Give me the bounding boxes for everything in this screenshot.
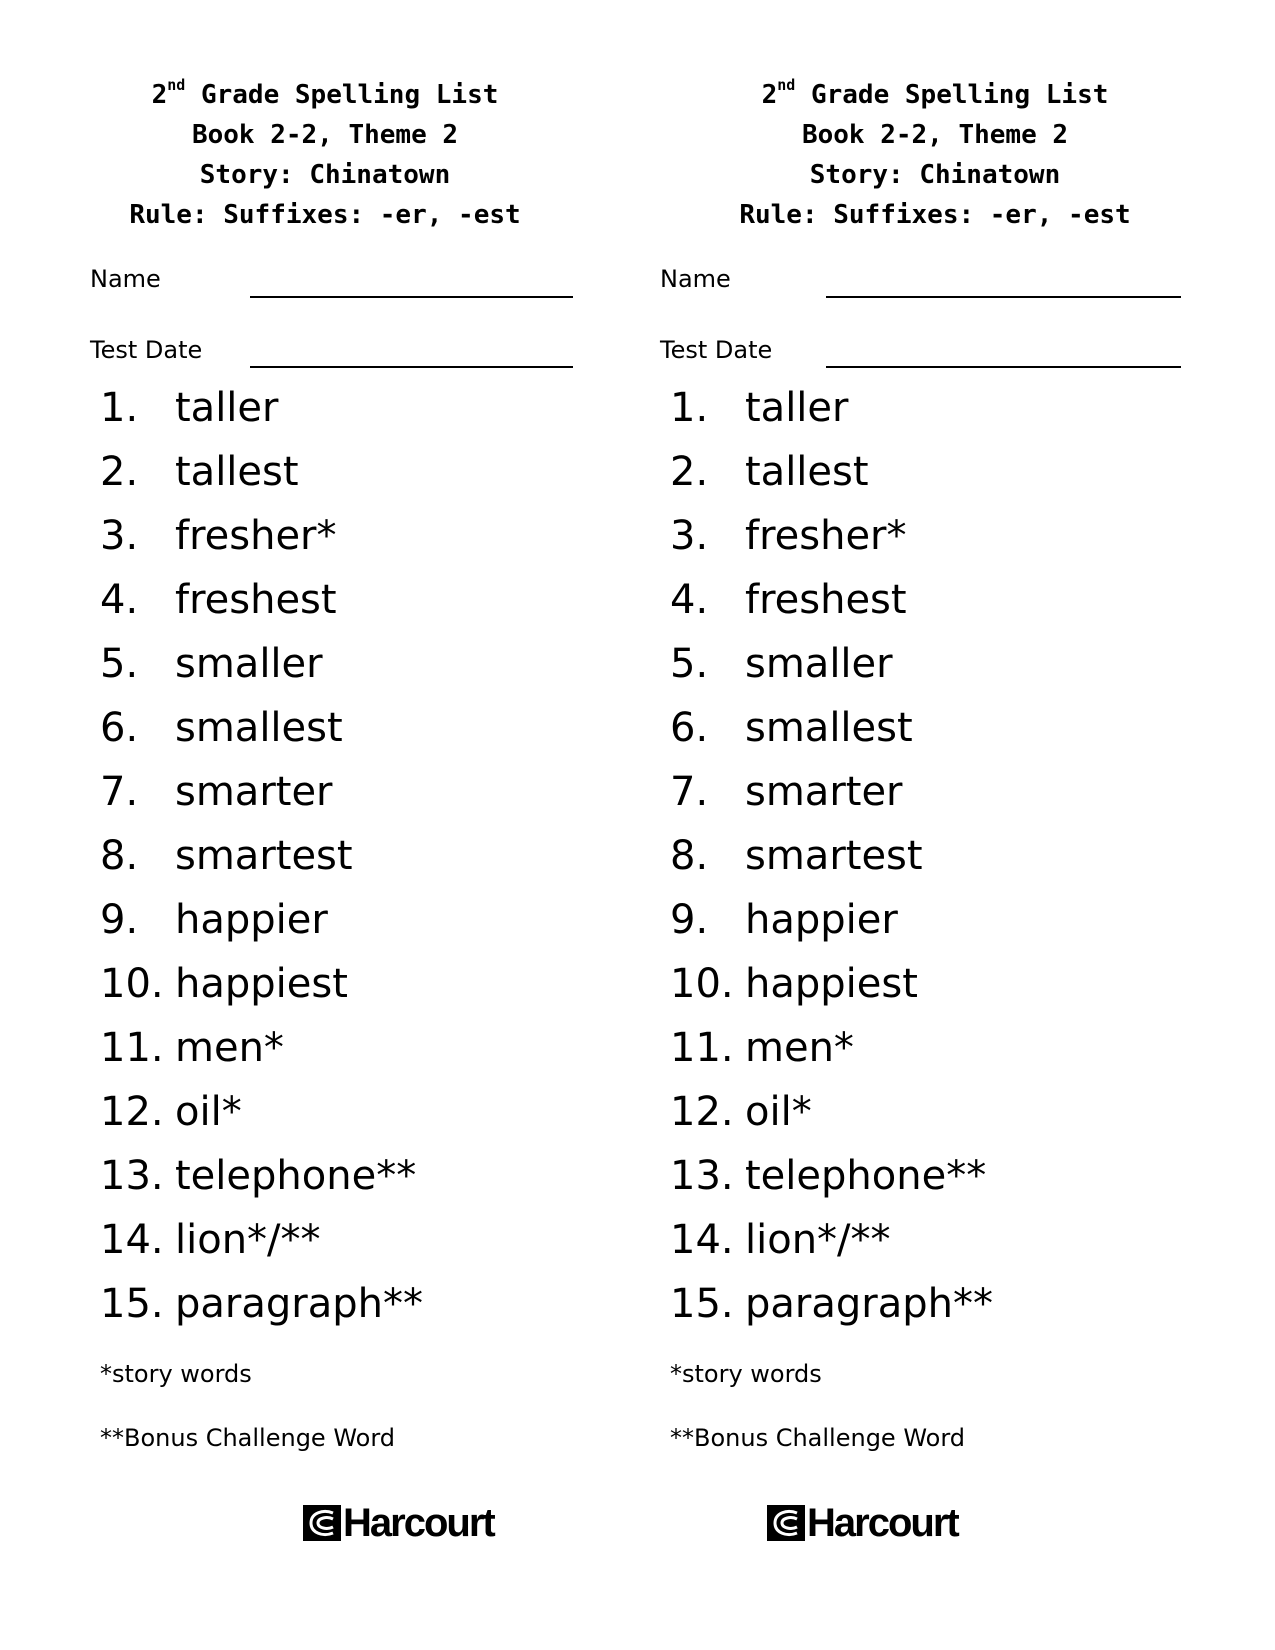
word-number: 14. — [100, 1217, 164, 1263]
spelling-word: men* — [745, 1025, 854, 1071]
test-date-field-line[interactable] — [826, 366, 1181, 368]
word-number: 4. — [100, 577, 139, 623]
word-number: 6. — [100, 705, 139, 751]
bonus-word-note: **Bonus Challenge Word — [100, 1424, 396, 1452]
spelling-list-left — [75, 0, 655, 1650]
spelling-word: happier — [745, 897, 898, 943]
spelling-word: smallest — [175, 705, 343, 751]
word-number: 15. — [670, 1281, 734, 1327]
spelling-word: telephone** — [745, 1153, 987, 1199]
word-list — [670, 376, 993, 1336]
name-field-line[interactable] — [826, 296, 1181, 298]
spelling-word: paragraph** — [175, 1281, 423, 1327]
word-number: 12. — [100, 1089, 164, 1135]
word-number: 10. — [100, 961, 164, 1007]
list-item — [670, 1016, 993, 1080]
spelling-word: oil* — [175, 1089, 242, 1135]
bonus-word-note: **Bonus Challenge Word — [670, 1424, 966, 1452]
word-number: 2. — [670, 449, 709, 495]
word-number: 11. — [100, 1025, 164, 1071]
spelling-word: happier — [175, 897, 328, 943]
harcourt-logo-text: Harcourt — [807, 1501, 958, 1545]
list-item — [670, 376, 993, 440]
story-title: Story: Chinatown — [809, 160, 1061, 190]
list-item — [100, 568, 423, 632]
spelling-word: lion*/** — [745, 1217, 891, 1263]
spelling-word: tallest — [175, 449, 299, 495]
spelling-rule: Rule: Suffixes: -er, -est — [739, 200, 1131, 230]
spelling-rule: Rule: Suffixes: -er, -est — [129, 200, 521, 230]
list-item — [100, 1272, 423, 1336]
harcourt-logo-text: Harcourt — [343, 1501, 494, 1545]
grade-number: 2 — [151, 80, 168, 110]
list-item — [670, 952, 993, 1016]
word-number: 13. — [100, 1153, 164, 1199]
word-number: 7. — [100, 769, 139, 815]
list-item — [670, 760, 993, 824]
spelling-word: happiest — [175, 961, 348, 1007]
word-number: 5. — [100, 641, 139, 687]
grade-title-line — [75, 75, 575, 115]
list-item — [670, 696, 993, 760]
spelling-word: smartest — [175, 833, 353, 879]
harcourt-logo — [767, 1500, 958, 1546]
word-list — [100, 376, 423, 1336]
list-item — [100, 504, 423, 568]
word-number: 13. — [670, 1153, 734, 1199]
name-label: Name — [660, 265, 731, 293]
list-item — [670, 1272, 993, 1336]
grade-title-line — [645, 75, 1225, 115]
grade-suffix: nd — [777, 76, 796, 94]
list-item — [100, 632, 423, 696]
story-words-note: *story words — [100, 1360, 252, 1388]
spelling-word: smarter — [175, 769, 333, 815]
book-theme: Book 2-2, Theme 2 — [801, 120, 1069, 150]
list-item — [670, 1144, 993, 1208]
spelling-word: smallest — [745, 705, 913, 751]
spelling-word: fresher* — [745, 513, 907, 559]
list-item — [670, 888, 993, 952]
story-title: Story: Chinatown — [199, 160, 451, 190]
word-number: 1. — [100, 385, 139, 431]
grade-number: 2 — [761, 80, 778, 110]
spelling-word: smartest — [745, 833, 923, 879]
word-number: 7. — [670, 769, 709, 815]
spelling-word: taller — [745, 385, 849, 431]
word-number: 11. — [670, 1025, 734, 1071]
word-number: 8. — [100, 833, 139, 879]
test-date-field-line[interactable] — [250, 366, 573, 368]
spelling-word: men* — [175, 1025, 284, 1071]
list-header — [645, 75, 1225, 235]
list-item — [100, 440, 423, 504]
grade-title: Grade Spelling List — [810, 80, 1109, 110]
list-item — [100, 952, 423, 1016]
word-number: 4. — [670, 577, 709, 623]
spelling-word: oil* — [745, 1089, 812, 1135]
list-item — [100, 696, 423, 760]
spelling-word: smaller — [175, 641, 323, 687]
spelling-word: happiest — [745, 961, 918, 1007]
list-item — [100, 1016, 423, 1080]
list-item — [100, 760, 423, 824]
word-number: 2. — [100, 449, 139, 495]
word-number: 12. — [670, 1089, 734, 1135]
spelling-word: taller — [175, 385, 279, 431]
name-field-line[interactable] — [250, 296, 573, 298]
spelling-word: smaller — [745, 641, 893, 687]
word-number: 6. — [670, 705, 709, 751]
test-date-label: Test Date — [90, 336, 203, 364]
harcourt-logo-icon — [303, 1505, 341, 1541]
list-item — [100, 824, 423, 888]
spelling-word: fresher* — [175, 513, 337, 559]
list-item — [670, 504, 993, 568]
list-header — [75, 75, 575, 235]
book-theme: Book 2-2, Theme 2 — [191, 120, 459, 150]
word-number: 9. — [100, 897, 139, 943]
list-item — [100, 1080, 423, 1144]
spelling-word: freshest — [175, 577, 337, 623]
list-item — [100, 1144, 423, 1208]
spelling-word: telephone** — [175, 1153, 417, 1199]
list-item — [100, 888, 423, 952]
list-item — [670, 1080, 993, 1144]
word-number: 5. — [670, 641, 709, 687]
list-item — [670, 632, 993, 696]
word-number: 15. — [100, 1281, 164, 1327]
word-number: 3. — [670, 513, 709, 559]
harcourt-logo — [303, 1500, 494, 1546]
spelling-word: smarter — [745, 769, 903, 815]
list-item — [670, 440, 993, 504]
spelling-list-right — [645, 0, 1225, 1650]
spelling-word: tallest — [745, 449, 869, 495]
spelling-word: freshest — [745, 577, 907, 623]
harcourt-logo-icon — [767, 1505, 805, 1541]
name-label: Name — [90, 265, 161, 293]
spelling-word: lion*/** — [175, 1217, 321, 1263]
word-number: 8. — [670, 833, 709, 879]
spelling-word: paragraph** — [745, 1281, 993, 1327]
list-item — [670, 568, 993, 632]
grade-suffix: nd — [167, 76, 186, 94]
test-date-label: Test Date — [660, 336, 773, 364]
list-item — [100, 1208, 423, 1272]
list-item — [100, 376, 423, 440]
word-number: 10. — [670, 961, 734, 1007]
word-number: 9. — [670, 897, 709, 943]
word-number: 3. — [100, 513, 139, 559]
list-item — [670, 824, 993, 888]
list-item — [670, 1208, 993, 1272]
word-number: 1. — [670, 385, 709, 431]
word-number: 14. — [670, 1217, 734, 1263]
story-words-note: *story words — [670, 1360, 822, 1388]
grade-title: Grade Spelling List — [200, 80, 499, 110]
